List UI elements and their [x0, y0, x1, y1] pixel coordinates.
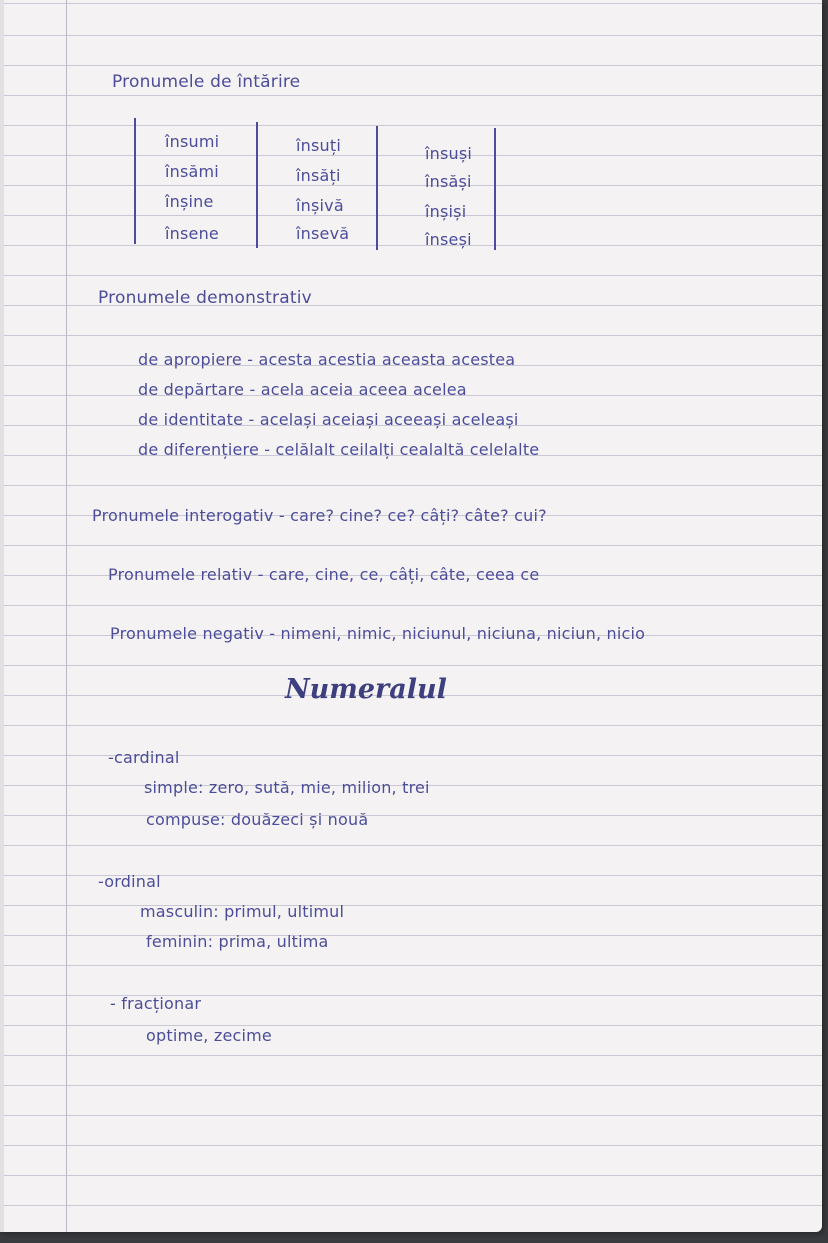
table-cell: însevă: [296, 224, 350, 243]
heading-pronume-intarire: Pronumele de întărire: [112, 72, 301, 92]
table-cell: înșivă: [296, 196, 344, 215]
numeral-ordinal-feminin: feminin: prima, ultima: [146, 932, 329, 951]
pronume-negativ: Pronumele negativ - nimeni, nimic, niciunul, niciuna, niciun, nicio: [110, 624, 646, 643]
table-divider-1: [256, 122, 258, 248]
demonstrativ-row: de depărtare - acela aceia aceea acelea: [138, 380, 467, 399]
table-cell: înseși: [425, 230, 472, 249]
margin-line: [66, 0, 67, 1232]
table-divider-3: [494, 128, 496, 250]
table-cell: însămi: [165, 162, 219, 181]
table-cell: înșine: [165, 192, 214, 211]
table-cell: însăți: [296, 166, 341, 185]
table-cell: înșiși: [425, 202, 467, 221]
demonstrativ-row: de apropiere - acesta acestia aceasta acestea: [138, 350, 516, 369]
numeral-fractionar-examples: optime, zecime: [146, 1026, 272, 1045]
demonstrativ-row: de diferențiere - celălalt ceilalți cealaltă celelalte: [138, 440, 540, 459]
page-edge: [0, 0, 4, 1232]
pronume-interogativ: Pronumele interogativ - care? cine? ce? câți? câte? cui?: [92, 506, 547, 525]
pronume-relativ: Pronumele relativ - care, cine, ce, câți, câte, ceea ce: [108, 565, 540, 584]
numeral-ordinal-masculin: masculin: primul, ultimul: [140, 902, 345, 921]
numeral-fractionar-label: - fracționar: [110, 994, 202, 1013]
numeral-cardinal-simple: simple: zero, sută, mie, milion, trei: [144, 778, 430, 797]
table-cell: însuți: [296, 136, 341, 155]
numeral-ordinal-label: -ordinal: [98, 872, 161, 891]
table-divider-2: [376, 126, 378, 250]
demonstrativ-row: de identitate - același aceiași aceeași aceleași: [138, 410, 519, 429]
table-border-left: [134, 118, 136, 244]
table-cell: însuși: [425, 144, 473, 163]
numeral-cardinal-label: -cardinal: [108, 748, 180, 767]
table-cell: însăși: [425, 172, 472, 191]
heading-pronume-demonstrativ: Pronumele demonstrativ: [98, 288, 312, 308]
table-cell: însene: [165, 224, 219, 243]
heading-numeralul: Numeralul: [285, 674, 447, 705]
table-cell: însumi: [165, 132, 220, 151]
numeral-cardinal-compuse: compuse: douăzeci și nouă: [146, 810, 369, 829]
